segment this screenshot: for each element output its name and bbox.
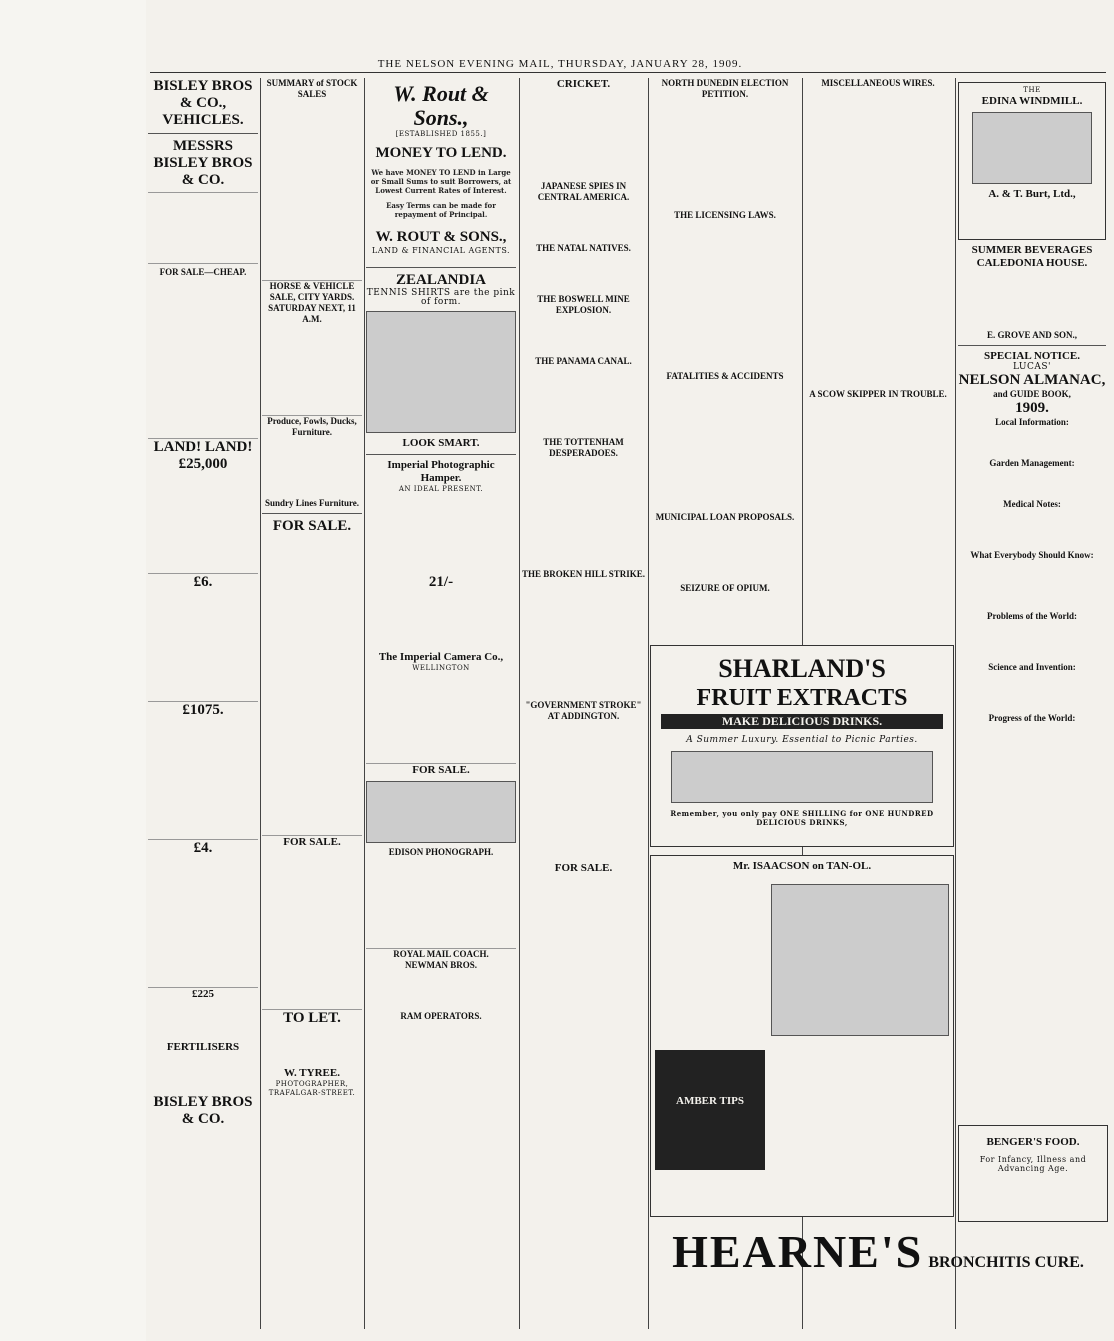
ad-text-block bbox=[958, 428, 1106, 458]
garden-management: Garden Management: bbox=[989, 458, 1075, 468]
edina-windmill: EDINA WINDMILL. bbox=[981, 95, 1083, 107]
separator bbox=[148, 133, 258, 134]
w-tyree: W. TYREE. bbox=[284, 1067, 340, 1079]
bengers-ad bbox=[958, 1125, 1108, 1222]
zealandia-sub: TENNIS SHIRTS are the pink of form. bbox=[366, 288, 516, 307]
price-225: £225 bbox=[192, 988, 214, 1000]
north-dunedin: NORTH DUNEDIN ELECTION PETITION. bbox=[661, 78, 789, 99]
rout-established: [ESTABLISHED 1855.] bbox=[395, 130, 487, 138]
scow-skipper: A SCOW SKIPPER IN TROUBLE. bbox=[809, 389, 947, 399]
hearnes-title: HEARNE'S bbox=[672, 1226, 924, 1277]
column-rout-zealandia bbox=[366, 78, 516, 1329]
wellington: WELLINGTON bbox=[412, 664, 470, 672]
land-heading: LAND! LAND! bbox=[153, 439, 253, 455]
news-text bbox=[521, 203, 646, 243]
column-bisley bbox=[148, 78, 258, 1329]
column-richmond bbox=[262, 78, 362, 1329]
ad-text-block bbox=[958, 561, 1106, 611]
hearnes-ad bbox=[650, 1228, 1106, 1276]
fertilisers-heading: FERTILISERS bbox=[166, 1041, 240, 1053]
ad-text-block bbox=[366, 673, 516, 764]
saturday-next: SATURDAY NEXT, 11 A.M. bbox=[268, 303, 356, 324]
problems-world: Problems of the World: bbox=[987, 611, 1077, 621]
summer-luxury: A Summer Luxury. Essential to Picnic Parties. bbox=[686, 735, 918, 745]
news-text bbox=[650, 100, 800, 210]
news-text bbox=[521, 722, 646, 862]
zealandia-title: ZEALANDIA bbox=[395, 272, 486, 288]
masthead-rule bbox=[150, 72, 1106, 73]
price-6: £6. bbox=[193, 574, 213, 590]
look-smart: LOOK SMART. bbox=[402, 437, 480, 449]
broken-hill: THE BROKEN HILL STRIKE. bbox=[521, 569, 646, 579]
column-divider bbox=[648, 78, 649, 1329]
column-divider bbox=[364, 78, 365, 1329]
progress-world: Progress of the World: bbox=[988, 713, 1076, 723]
ad-text-block bbox=[148, 719, 258, 840]
windmill-illustration bbox=[972, 112, 1092, 184]
burt-ltd: A. & T. Burt, Ltd., bbox=[988, 188, 1076, 200]
royal-mail-coach: ROYAL MAIL COACH. bbox=[393, 949, 489, 959]
tennis-player-illustration bbox=[366, 311, 516, 433]
fruit-extracts: FRUIT EXTRACTS bbox=[696, 685, 908, 711]
ad-text-block bbox=[958, 469, 1106, 499]
column-divider bbox=[519, 78, 520, 1329]
misc-wires: MISCELLANEOUS WIRES. bbox=[821, 78, 935, 88]
news-text bbox=[804, 400, 952, 620]
local-information: Local Information: bbox=[995, 417, 1069, 427]
to-let-heading: TO LET. bbox=[283, 1010, 341, 1026]
ad-text-block bbox=[366, 858, 516, 949]
for-sale: FOR SALE. bbox=[554, 862, 613, 874]
ad-text-block bbox=[366, 971, 516, 1011]
rout-agents: LAND & FINANCIAL AGENTS. bbox=[371, 246, 511, 255]
grove-son: E. GROVE AND SON., bbox=[986, 330, 1077, 340]
one-shilling: Remember, you only pay ONE SHILLING for ONE HUNDRED DELICIOUS DRINKS, bbox=[670, 809, 934, 827]
column-news-1 bbox=[521, 78, 646, 1329]
news-text bbox=[650, 523, 800, 583]
news-text bbox=[521, 580, 646, 700]
guide-book: and GUIDE BOOK, bbox=[993, 389, 1071, 399]
ad-text-block bbox=[958, 673, 1106, 713]
hamper-title: Imperial Photographic Hamper. bbox=[387, 459, 495, 484]
what-everybody: What Everybody Should Know: bbox=[970, 550, 1094, 560]
licensing-laws: THE LICENSING LAWS. bbox=[674, 210, 776, 220]
produce-fowls: Produce, Fowls, Ducks, Furniture. bbox=[267, 416, 357, 437]
ideal-present: AN IDEAL PRESENT. bbox=[398, 485, 484, 493]
bisley-heading: BISLEY BROS & CO., bbox=[153, 78, 253, 111]
left-margin-blank bbox=[0, 0, 146, 1341]
ad-text-block bbox=[958, 724, 1106, 814]
sharlands-title: SHARLAND'S bbox=[718, 654, 886, 683]
nelson-almanac: NELSON ALMANAC, bbox=[958, 372, 1106, 388]
news-text bbox=[521, 316, 646, 356]
edina-the: THE bbox=[1023, 86, 1041, 94]
column-divider bbox=[955, 78, 956, 1329]
hearnes-sub: BRONCHITIS CURE. bbox=[928, 1254, 1084, 1271]
ad-text-block bbox=[148, 591, 258, 702]
rout-name-2: W. ROUT & SONS., bbox=[375, 229, 507, 245]
price-4: £4. bbox=[193, 840, 213, 856]
lucas: LUCAS' bbox=[1012, 362, 1052, 372]
column-divider bbox=[260, 78, 261, 1329]
news-text bbox=[521, 875, 646, 995]
bengers-food: BENGER'S FOOD. bbox=[986, 1136, 1080, 1148]
fatalities: FATALITIES & ACCIDENTS bbox=[666, 371, 784, 381]
ad-text-block bbox=[366, 591, 516, 651]
portrait-illustration bbox=[771, 884, 949, 1036]
for-sale: FOR SALE. bbox=[412, 764, 470, 776]
bisley-footer: BISLEY BROS & CO. bbox=[153, 1094, 253, 1127]
news-text bbox=[804, 89, 952, 389]
separator bbox=[366, 267, 516, 268]
tottenham: THE TOTTENHAM DESPERADOES. bbox=[543, 437, 624, 458]
rout-text-1: We have MONEY TO LEND in Large or Small Sums to suit Borrowers, at Lowest Current Rates of Interest. bbox=[370, 168, 512, 195]
amber-tips-text: AMBER TIPS bbox=[676, 1095, 744, 1107]
ad-text-block bbox=[148, 278, 258, 439]
ad-text-block bbox=[148, 192, 258, 264]
medical-notes: Medical Notes: bbox=[1003, 499, 1061, 509]
boswell-mine: THE BOSWELL MINE EXPLOSION. bbox=[537, 294, 630, 315]
summary-stock-sales: SUMMARY of STOCK SALES bbox=[266, 78, 358, 99]
news-text bbox=[521, 459, 646, 569]
natal-natives: THE NATAL NATIVES. bbox=[536, 243, 631, 253]
government-stroke: "GOVERNMENT STROKE" AT ADDINGTON. bbox=[525, 700, 642, 721]
ad-text-block bbox=[148, 1054, 258, 1094]
vehicles-heading: VEHICLES. bbox=[162, 112, 244, 128]
ad-text-block bbox=[148, 473, 258, 574]
isaacson-ad bbox=[650, 855, 954, 1217]
masthead: THE NELSON EVENING MAIL, THURSDAY, JANUARY 28, 1909. bbox=[377, 58, 743, 70]
edina-box bbox=[958, 82, 1106, 240]
ad-text-block bbox=[958, 270, 1106, 330]
price-1075: £1075. bbox=[182, 702, 224, 718]
money-to-lend: MONEY TO LEND. bbox=[375, 145, 507, 161]
separator bbox=[958, 345, 1106, 346]
newman-bros: NEWMAN BROS. bbox=[404, 960, 477, 970]
bengers-sub: For Infancy, Illness and Advancing Age. bbox=[979, 1155, 1087, 1173]
separator bbox=[366, 454, 516, 455]
news-text bbox=[650, 382, 800, 512]
ad-text-block bbox=[958, 622, 1106, 662]
news-text bbox=[521, 367, 646, 437]
for-sale-cheap: FOR SALE—CHEAP. bbox=[159, 267, 247, 277]
camera-co: The Imperial Camera Co., bbox=[378, 651, 504, 663]
rout-text-2: Easy Terms can be made for repayment of Principal. bbox=[386, 201, 496, 219]
cricket: CRICKET. bbox=[556, 78, 611, 90]
summer-beverages: SUMMER BEVERAGES bbox=[971, 244, 1093, 256]
ad-text-block bbox=[366, 494, 516, 574]
for-sale-heading-2: FOR SALE. bbox=[283, 836, 341, 848]
horse-vehicle-sale: HORSE & VEHICLE SALE, CITY YARDS. bbox=[269, 281, 355, 302]
year-1909: 1909. bbox=[1015, 400, 1049, 416]
photographer-line: PHOTOGRAPHER, TRAFALGAR-STREET. bbox=[268, 1080, 356, 1097]
sundry-lines: Sundry Lines Furniture. bbox=[264, 498, 360, 508]
delicious-drinks: MAKE DELICIOUS DRINKS. bbox=[661, 714, 943, 729]
amber-tips-box bbox=[655, 1050, 765, 1170]
seizure-opium: SEIZURE OF OPIUM. bbox=[680, 583, 770, 593]
japanese-spies: JAPANESE SPIES IN CENTRAL AMERICA. bbox=[537, 181, 630, 202]
ad-text-block bbox=[148, 1001, 258, 1041]
special-notice: SPECIAL NOTICE. bbox=[984, 350, 1080, 362]
ad-text-block bbox=[148, 857, 258, 988]
for-sale-heading: FOR SALE. bbox=[272, 518, 352, 534]
bottle-illustration bbox=[671, 751, 933, 803]
price-25000: £25,000 bbox=[178, 456, 228, 472]
news-text bbox=[521, 91, 646, 181]
science-invention: Science and Invention: bbox=[988, 662, 1076, 672]
price-21: 21/- bbox=[428, 574, 454, 590]
edison-phonograph: EDISON PHONOGRAPH. bbox=[388, 847, 494, 857]
news-text bbox=[521, 254, 646, 294]
sharlands-ad bbox=[650, 645, 954, 847]
municipal-loan: MUNICIPAL LOAN PROPOSALS. bbox=[655, 512, 795, 522]
panama-canal: THE PANAMA CANAL. bbox=[535, 356, 632, 366]
news-text bbox=[650, 221, 800, 371]
caledonia-house: CALEDONIA HOUSE. bbox=[976, 257, 1088, 269]
messrs-bisley-heading: MESSRS BISLEY BROS & CO. bbox=[153, 138, 253, 188]
isaacson-title: Mr. ISAACSON on TAN-OL. bbox=[732, 860, 872, 872]
ad-text-block bbox=[958, 510, 1106, 550]
rout-title: W. Rout & Sons., bbox=[393, 81, 489, 130]
phonograph-illustration bbox=[366, 781, 516, 843]
ram-operators: RAM OPERATORS. bbox=[400, 1011, 482, 1021]
